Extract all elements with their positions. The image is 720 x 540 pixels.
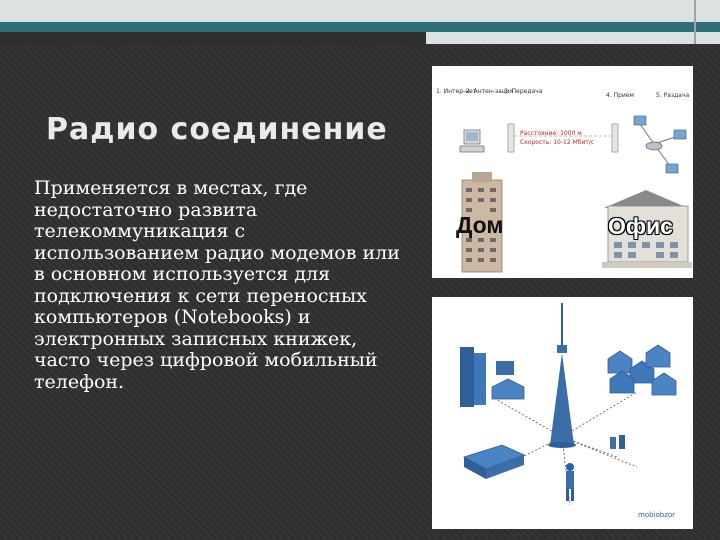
slide-body-text: Применяется в местах, где недостаточно развита телекоммуникация с использованием радио модемов или в основном используется для подключения к сети переносных компьютеров (Notebooks) и электронных записных книжек, часто через цифровой мобильный телефон.: [34, 177, 400, 393]
radio-link-diagram: [432, 66, 693, 278]
accent-bar: [0, 22, 720, 32]
step-label-5: 5. Раздача: [656, 92, 690, 99]
step-label-3: 3. Передача: [504, 88, 543, 95]
step-label-4: 4. Прием: [606, 92, 635, 99]
person-icon: [566, 463, 574, 501]
houses-right-icon: [608, 345, 676, 395]
network-switch-icon: [634, 116, 686, 173]
mobiobzor-logo: mobiobzor: [638, 511, 676, 519]
label-home: Дом: [456, 212, 504, 238]
label-office: Офис: [608, 213, 673, 239]
speed-text: Скорость: 10-12 Мбит/с: [520, 139, 595, 146]
radio-tower-diagram: [432, 297, 693, 529]
header-divider: [694, 0, 696, 44]
step-label-2: 2. Антен-зация: [466, 88, 514, 95]
distance-text: Расстояние: 1000 м: [520, 130, 582, 137]
city-block-left-icon: [460, 347, 524, 407]
antenna-left-icon: [508, 124, 514, 152]
radio-link-illustration: [432, 66, 693, 278]
slide-title: Радио соединение: [46, 112, 388, 147]
mobile-phones-icon: [610, 435, 625, 449]
header-dark-strip: [0, 32, 426, 44]
server-block-icon: [464, 445, 524, 479]
radio-tower-icon: [548, 303, 576, 448]
step-label-1: 1. Интер-нет: [436, 88, 477, 95]
radio-tower-illustration: [432, 297, 693, 529]
antenna-right-icon: [612, 124, 618, 152]
computer-icon: [460, 130, 484, 152]
